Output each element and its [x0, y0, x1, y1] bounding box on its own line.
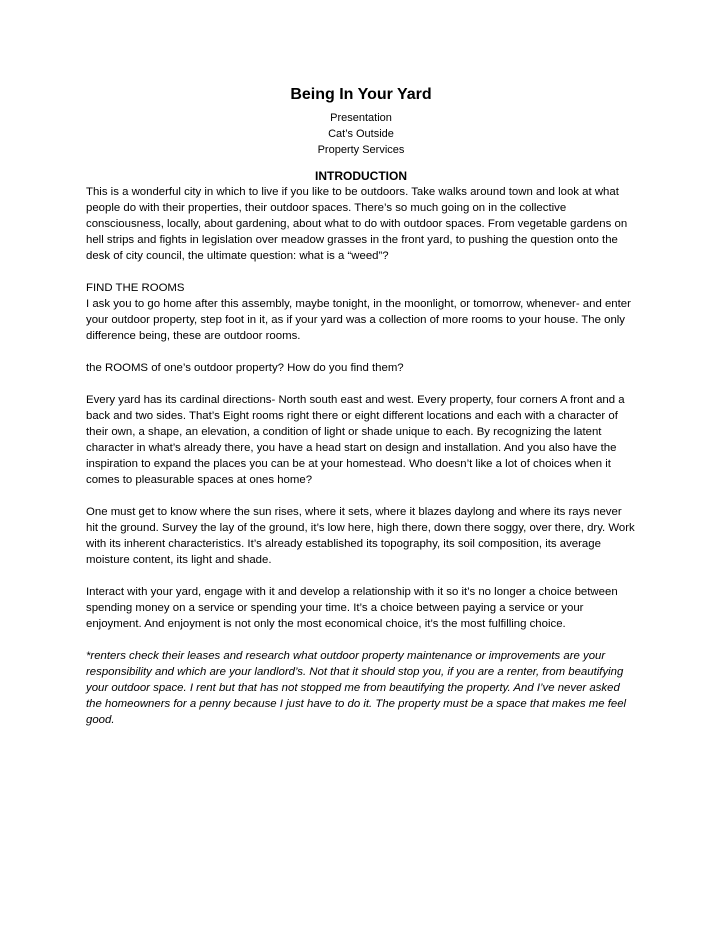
paragraph-sun: One must get to know where the sun rises, where it sets, where it blazes daylong and where its rays never hit the ground. Survey the lay of the ground, it’s low here, high there, down there soggy, over there, dry. Work with its inherent characteristics. It’s already established its topography, its soil composition, its average moisture content, its light and shade. — [86, 506, 635, 566]
paragraph-find-rooms — [86, 280, 636, 344]
paragraph-renters-note: *renters check their leases and research what outdoor property maintenance or improvements are your responsibility and which are your landlord’s. Not that it should stop you, if you are a renter, from beautifying your outdoor space. I rent but that has not stopped me from beautifying the property. And I’ve never asked the homeowners for a penny because I just have to do it. The property must be a space that makes me feel good. — [86, 650, 627, 726]
find-rooms-heading: FIND THE ROOMS — [86, 282, 185, 294]
subtitle-company-name: Cat’s Outside — [328, 128, 394, 140]
paragraph-directions: Every yard has its cardinal directions- North south east and west. Every property, four corners A front and a back and two sides. That’s Eight rooms right there or eight different locations and each with a character of their own, a shape, an elevation, a condition of light or shade unique to each. By recognizing the latent character in what’s already there, you have a head start on design and installation. And you also have the inspiration to expand the places you can be at your homestead. Who doesn’t like a lot of choices when it comes to pleasurable spaces at ones home? — [86, 394, 625, 486]
document-title: Being In Your Yard — [290, 86, 432, 103]
paragraph-intro: This is a wonderful city in which to live if you like to be outdoors. Take walks around town and look at what people do with their properties, their outdoor spaces. There’s so much going on in the collective consciousness, locally, about gardening, about what to do with outdoor spaces. From vegetable gardens on hell strips and fights in legislation over meadow grasses in the front yard, to pushing the question onto the desk of city council, the ultimate question: what is a “weed”? — [86, 186, 628, 262]
paragraph-rooms-question: the ROOMS of one’s outdoor property? How do you find them? — [86, 362, 404, 374]
subtitle-company-type: Property Services — [317, 144, 405, 156]
find-rooms-body: I ask you to go home after this assembly, maybe tonight, in the moonlight, or tomorrow, whenever- and enter your outdoor property, step foot in it, as if your yard was a collection of more rooms to your house. The only difference being, these are outdoor rooms. — [86, 298, 631, 342]
subtitle-presentation: Presentation — [330, 112, 392, 124]
paragraph-interact: Interact with your yard, engage with it and develop a relationship with it so it’s no longer a choice between spending money on a service or spending your time. It’s a choice between paying a service or your enjoyment. And enjoyment is not only the most economical choice, it’s the most fulfilling choice. — [86, 586, 618, 630]
section-heading-introduction: INTRODUCTION — [315, 169, 407, 183]
document-header — [86, 86, 636, 158]
